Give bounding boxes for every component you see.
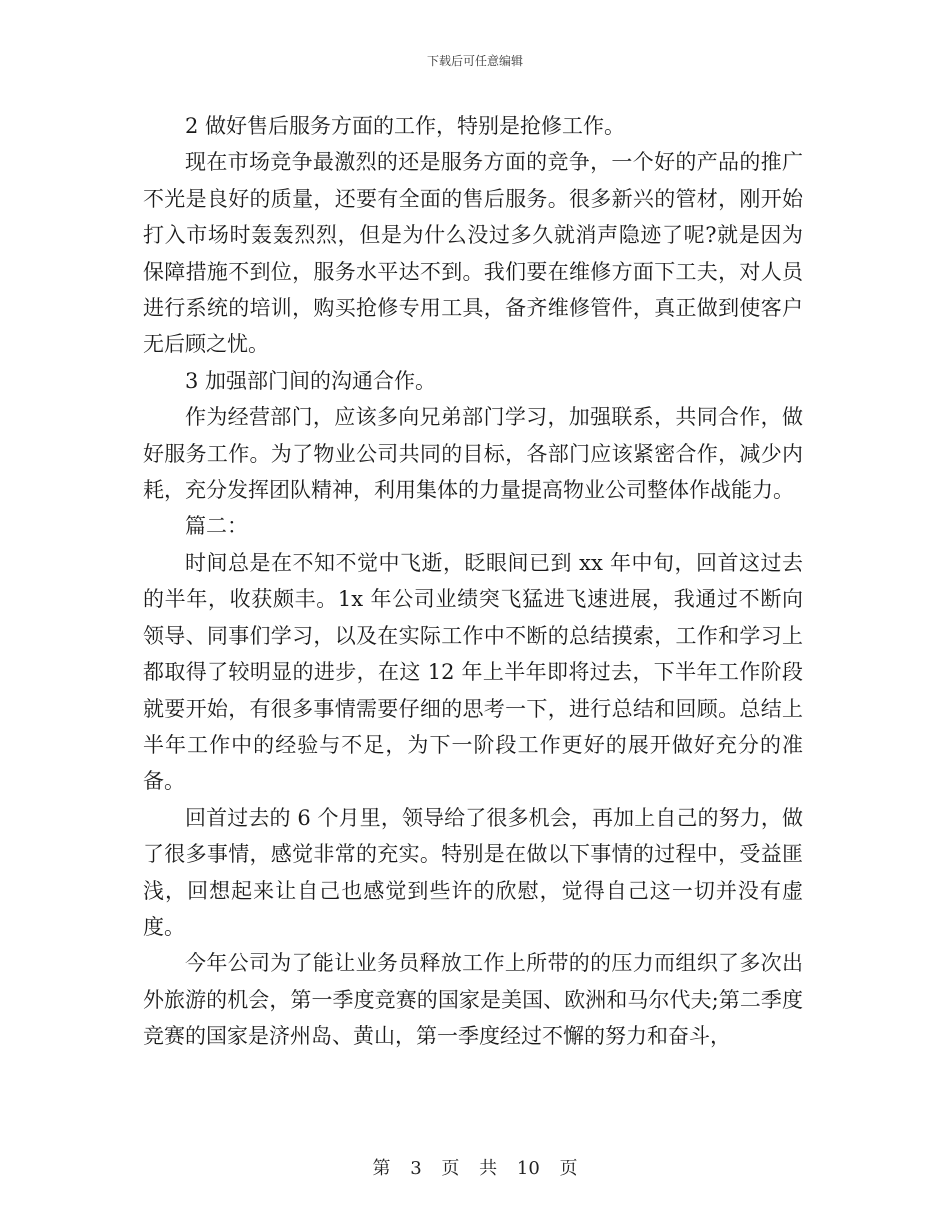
paragraph-6: 回首过去的 6 个月里，领导给了很多机会，再加上自己的努力，做了很多事情，感觉非常的充实。特别是在做以下事情的过程中，受益匪浅，回想起来让自己也感觉到些许的欣慰，觉得自己这一切并没有虚度。 [143, 805, 803, 939]
footer-total-pages: 10 [516, 1158, 540, 1179]
document-body [143, 108, 803, 1055]
section-heading: 篇二： [185, 514, 248, 539]
paragraph-5: 时间总是在不知不觉中飞逝，眨眼间已到 xx 年中旬，回首这过去的半年，收获颇丰。1x 年公司业绩突飞猛进飞速进展，我通过不断向领导、同事们学习，以及在实际工作中不断的总结摸索，工作和学习上都取得了较明显的进步，在这 12 年上半年即将过去，下半年工作阶段就要开始，有很多事情需要仔细的思考一下，进行总结和回顾。总结上半年工作中的经验与不足，为下一阶段工作更好的展开做好充分的准备。 [143, 550, 803, 794]
paragraph-4: 作为经营部门，应该多向兄弟部门学习，加强联系，共同合作，做好服务工作。为了物业公司共同的目标，各部门应该紧密合作，减少内耗，充分发挥团队精神，利用集体的力量提高物业公司整体作战能力。 [143, 405, 803, 503]
paragraph-7: 今年公司为了能让业务员释放工作上所带的的压力而组织了多次出外旅游的机会，第一季度竞赛的国家是美国、欧洲和马尔代夫;第二季度竞赛的国家是济州岛、黄山，第一季度经过不懈的努力和奋斗， [143, 951, 803, 1049]
footer-prefix: 第 [372, 1158, 391, 1179]
page-footer [0, 1154, 950, 1180]
paragraph-1: 2 做好售后服务方面的工作，特别是抢修工作。 [185, 114, 626, 138]
footer-current-page: 3 [410, 1158, 422, 1179]
paragraph-3: 3 加强部门间的沟通合作。 [185, 368, 437, 393]
page-header [0, 52, 950, 69]
footer-total-label: 共 [479, 1158, 498, 1179]
footer-suffix: 页 [559, 1158, 578, 1179]
footer-middle: 页 [441, 1158, 460, 1179]
paragraph-2: 现在市场竞争最激烈的还是服务方面的竞争，一个好的产品的推广不光是良好的质量，还要有全面的售后服务。很多新兴的管材，刚开始打入市场时轰轰烈烈，但是为什么没过多久就消声隐迹了呢?就是因为保障措施不到位，服务水平达不到。我们要在维修方面下工夫，对人员进行系统的培训，购买抢修专用工具，备齐维修管件，真正做到使客户无后顾之忧。 [143, 150, 803, 357]
header-text: 下载后可任意编辑 [426, 54, 523, 68]
